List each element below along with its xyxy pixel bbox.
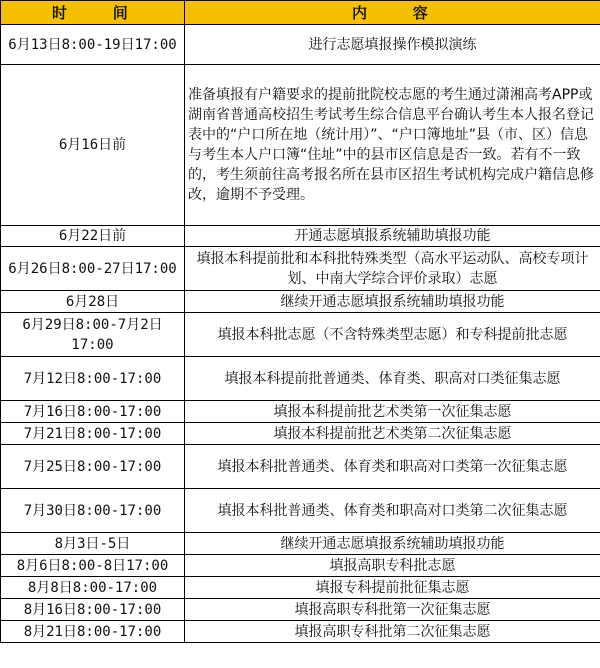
- row-content: 开通志愿填报系统辅助填报功能: [185, 226, 600, 247]
- row-content: 填报本科提前批普通类、体育类、职高对口类征集志愿: [185, 357, 600, 401]
- table-row: [1, 577, 600, 599]
- row-content: 填报本科批普通类、体育类和职高对口类第一次征集志愿: [185, 445, 600, 489]
- header-content: 内 容: [185, 1, 600, 25]
- row-time: 8月21日8:00-17:00: [1, 621, 185, 643]
- table-row: [1, 555, 600, 577]
- row-content: 填报高职专科批第二次征集志愿: [185, 621, 600, 643]
- table-row: [1, 401, 600, 423]
- row-content: 填报高职专科批志愿: [185, 555, 600, 577]
- row-content: 填报本科提前批和本科批特殊类型（高水平运动队、高校专项计划、中南大学综合评价录取）志愿: [185, 247, 600, 291]
- row-time: 7月25日8:00-17:00: [1, 445, 185, 489]
- row-content: 填报专科提前批征集志愿: [185, 577, 600, 599]
- row-content: 填报本科批普通类、体育类和职高对口类第二次征集志愿: [185, 489, 600, 533]
- row-content: 填报本科提前批艺术类第一次征集志愿: [185, 401, 600, 423]
- table-row: [1, 621, 600, 643]
- row-time: 8月16日8:00-17:00: [1, 599, 185, 621]
- row-content: 进行志愿填报操作模拟演练: [185, 25, 600, 65]
- row-time: 8月8日8:00-17:00: [1, 577, 185, 599]
- table-row: [1, 489, 600, 533]
- row-content: 填报本科批志愿（不含特殊类型志愿）和专科提前批志愿: [185, 313, 600, 357]
- header-row: [1, 1, 600, 25]
- row-time: 7月30日8:00-17:00: [1, 489, 185, 533]
- row-time: 7月21日8:00-17:00: [1, 423, 185, 445]
- row-time: 6月22日前: [1, 226, 185, 247]
- row-content: 填报高职专科批第一次征集志愿: [185, 599, 600, 621]
- table-row: [1, 25, 600, 65]
- row-time: 7月12日8:00-17:00: [1, 357, 185, 401]
- table-row: [1, 533, 600, 555]
- row-time: 6月29日8:00-7月2日17:00: [1, 313, 185, 357]
- table-row: [1, 357, 600, 401]
- header-time: 时 间: [1, 1, 185, 25]
- row-time: 8月6日8:00-8日17:00: [1, 555, 185, 577]
- table-row: [1, 313, 600, 357]
- row-time: 8月3日-5日: [1, 533, 185, 555]
- row-time: 6月26日8:00-27日17:00: [1, 247, 185, 291]
- row-time: 7月16日8:00-17:00: [1, 401, 185, 423]
- row-content: 填报本科提前批艺术类第二次征集志愿: [185, 423, 600, 445]
- table-row: [1, 599, 600, 621]
- row-time: 6月16日前: [1, 65, 185, 226]
- row-time: 6月13日8:00-19日17:00: [1, 25, 185, 65]
- table-row: [1, 291, 600, 313]
- table-row: [1, 226, 600, 247]
- row-content: 准备填报有户籍要求的提前批院校志愿的考生通过潇湘高考APP或湖南省普通高校招生考试考生综合信息平台确认考生本人报名登记表中的“户口所在地（统计用）”、“户口簿地址”县（市、区）信息与考生本人户口簿“住址”中的县市区信息是否一致。若有不一致的，考生须前往高考报名所在县市区招生考试机构完成户籍信息修改，逾期不予受理。: [185, 65, 600, 226]
- table-row: [1, 445, 600, 489]
- row-content: 继续开通志愿填报系统辅助填报功能: [185, 291, 600, 313]
- row-time: 6月28日: [1, 291, 185, 313]
- table-row: [1, 247, 600, 291]
- table-row: [1, 65, 600, 226]
- row-content: 继续开通志愿填报系统辅助填报功能: [185, 533, 600, 555]
- table-row: [1, 423, 600, 445]
